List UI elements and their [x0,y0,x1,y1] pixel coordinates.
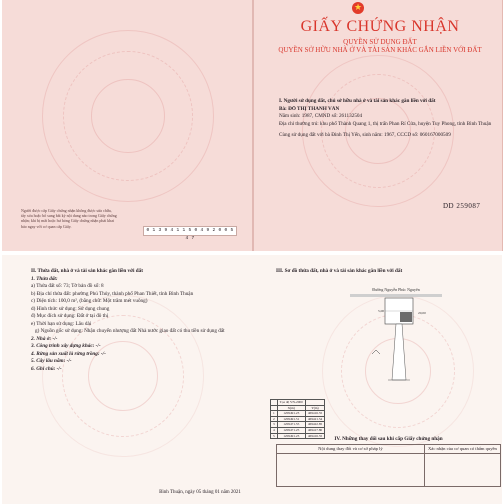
land-item: e) Thời hạn sử dụng: Lâu dài [31,320,92,327]
land-item: d) Hình thức sử dụng: Sử dụng chung [31,305,110,312]
land-section-heading: II. Thửa đất, nhà ở và tài sản khác gắn liền với đất [31,268,143,274]
parcel-width-label: 5,00 [378,309,385,313]
north-arrow-icon [372,350,380,354]
certificate-front [2,0,503,251]
coords-cell: 1209491.51 [277,416,305,422]
land-item: b) Địa chỉ thửa đất: phường Phú Thủy, thành phố Phan Thiết, tỉnh Bình Thuận [31,290,194,297]
land-subheading: 1. Thửa đất: [31,275,58,282]
usage-warning-note: Người được cấp Giấy chứng nhận không được sửa chữa, tẩy xóa hoặc bổ sung bất kỳ nội dung nào trong Giấy chứng nhận; khi bị mất hoặc hư hỏng Giấy chứng nhận phải khai báo ngay với cơ quan cấp Giấy. [21,208,117,229]
coords-cell: 469417.80 [305,427,324,433]
guilloche-rosette [42,30,214,202]
coords-cell: 1 [271,411,278,417]
coords-cell: 2 [271,416,278,422]
coords-cell: 3 [271,422,278,428]
barcode: 0 1 3 9 4 1 1 5 0 4 9 2 0 0 5 4 7 [143,226,237,236]
coords-cell: 5 [271,433,278,439]
land-item: c) Diện tích: 100,0 m², (bằng chữ: Một trăm mét vuông) [31,298,148,304]
street-band [350,294,442,297]
certificate-serial: DD 259087 [443,202,481,210]
plot-diagram [330,276,470,394]
land-section [31,268,249,373]
coords-cell: 4 [271,427,278,433]
land-origin: g) Nguồn gốc sử dụng: Nhận chuyển nhượng đất Nhà nước giao đất có thu tiền sử dụng đất [35,328,225,334]
certificate-subtitle-2: QUYỀN SỞ HỮU NHÀ Ở VÀ TÀI SẢN KHÁC GẮN LIỀN VỚI ĐẤT [278,46,482,54]
owner-section [279,98,497,140]
house-item: 2. Nhà ở: -/- [31,335,58,342]
changes-col-confirm: Xác nhận của cơ quan có thẩm quyền [424,445,500,454]
coords-cell: 469416.55 [305,411,324,417]
plot-diagram-heading: III. Sơ đồ thửa đất, nhà ở và tài sản khác gắn liền với đất [276,268,403,274]
changes-empty-cell [277,453,425,486]
national-emblem-icon [352,2,364,14]
coords-header: Tọa độ VN-2000 [277,400,305,406]
changes-heading: IV. Những thay đổi sau khi cấp Giấy chứng nhận [334,436,443,442]
coords-cell: 1209471.55 [277,422,305,428]
owner-section-heading: I. Người sử dụng đất, chủ sở hữu nhà ở và tài sản khác gắn liền với đất [279,98,436,104]
changes-table [276,444,501,487]
coords-cell: 469422.85 [305,422,324,428]
parcel-length-label: 20,00 [418,311,426,315]
road-path [392,324,406,380]
co-owner-line: Cùng sử dụng đất với bà Đinh Thị Yến, sinh năm: 1967, CCCD số: 060167000509 [279,132,451,138]
land-item: a) Thửa đất số: 73; Tờ bản đồ số: 8 [31,283,104,289]
perennial-item: 5. Cây lâu năm: -/- [31,358,72,364]
street-label: Đường Nguyễn Phúc Nguyên [372,287,420,292]
parcel-shaded-area [400,312,412,322]
land-item: đ) Mục đích sử dụng: Đất ở tại đô thị [31,313,109,319]
coords-subheader: X(m) [277,405,305,411]
coords-cell: 469421.54 [305,416,324,422]
coords-cell: 1209491.23 [277,433,305,439]
forest-item: 4. Rừng sản xuất là rừng trồng: -/- [31,350,106,357]
coords-cell: 1209471.25 [277,427,305,433]
owner-address: Địa chỉ thường trú: khu phố Thành Quang 1, thị trấn Phan Rí Cửa, huyện Tuy Phong, tỉnh Bình Thuận [279,120,492,127]
certificate-subtitle: QUYỀN SỬ DỤNG ĐẤT [343,38,417,46]
signing-date: Bình Thuận, ngày 05 tháng 01 năm 2021 [159,490,241,495]
changes-empty-cell [424,453,500,486]
certificate-title: GIẤY CHỨNG NHẬN [300,18,460,35]
changes-col-content: Nội dung thay đổi và cơ sở pháp lý [277,445,425,454]
fold-line [252,0,254,251]
coordinates-table [270,399,325,439]
owner-birth-id: Năm sinh: 1987, CMND số: 261132504 [279,113,363,119]
coords-cell: 1209491.23 [277,411,305,417]
coords-subheader: Y(m) [305,405,324,411]
construction-item: 3. Công trình xây dựng khác: -/- [31,343,101,349]
owner-name: Bà: ĐỖ THỊ THANH VÂN [279,105,340,112]
notes-item: 6. Ghi chú: -/- [31,365,62,372]
coords-cell: 469416.55 [305,433,324,439]
